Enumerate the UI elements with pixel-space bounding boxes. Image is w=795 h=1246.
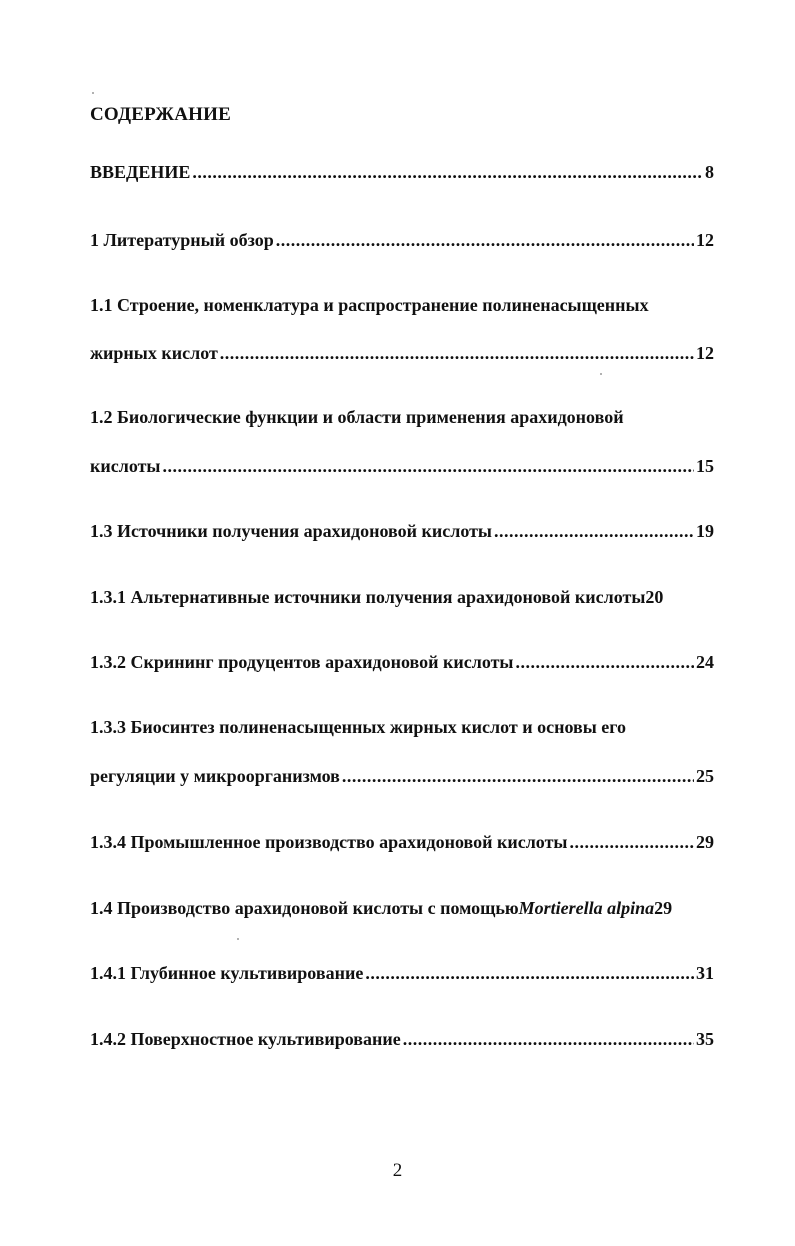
toc-entry-1-3-3-line1[interactable] [90, 715, 626, 739]
toc-entry-title: регуляции у микроорганизмов [90, 766, 340, 786]
toc-entry-page: 31 [696, 963, 714, 983]
toc-entry-1-3-3-line2[interactable] [90, 764, 714, 788]
toc-leader-dots [494, 519, 694, 543]
scan-speck [92, 92, 94, 94]
toc-entry-1-1-line2[interactable] [90, 341, 714, 365]
toc-entry-1-3[interactable] [90, 519, 714, 543]
toc-entry-page: 19 [696, 521, 714, 541]
toc-leader-dots [163, 454, 695, 478]
toc-entry-title: 1.3 Источники получения арахидоновой кислоты [90, 521, 492, 541]
toc-leader-dots [569, 830, 694, 854]
toc-entry-title: 1.4 Производство арахидоновой кислоты с помощью [90, 898, 519, 918]
page-number: 2 [392, 1160, 403, 1181]
toc-entry-1-2-line2[interactable] [90, 454, 714, 478]
toc-leader-dots [515, 650, 694, 674]
scan-speck [237, 938, 239, 940]
toc-entry-1-4-2[interactable] [90, 1027, 714, 1051]
toc-entry-page: 29 [696, 832, 714, 852]
toc-entry-title: 1 Литературный обзор [90, 230, 274, 250]
toc-entry-page: 12 [696, 343, 714, 363]
toc-entry-title: ВВЕДЕНИЕ [90, 162, 191, 182]
scan-speck [600, 373, 602, 375]
toc-entry-page: 12 [696, 230, 714, 250]
toc-entry-title: 1.2 Биологические функции и области применения арахидоновой [90, 407, 624, 427]
toc-entry-1-1-line1[interactable] [90, 293, 649, 317]
toc-entry-page: 35 [696, 1029, 714, 1049]
toc-entry-title: 1.4.2 Поверхностное культивирование [90, 1029, 401, 1049]
toc-entry-title: 1.3.3 Биосинтез полиненасыщенных жирных кислот и основы его [90, 717, 626, 737]
toc-leader-dots [192, 160, 703, 184]
toc-entry-title: 1.1 Строение, номенклатура и распространение полиненасыщенных [90, 295, 649, 315]
toc-entry-title: 1.3.4 Промышленное производство арахидоновой кислоты [90, 832, 568, 852]
toc-heading: СОДЕРЖАНИЕ [90, 104, 231, 125]
toc-leader-dots [365, 961, 694, 985]
toc-entry-title: жирных кислот [90, 343, 218, 363]
toc-leader-dots [403, 1027, 694, 1051]
toc-entry-1-3-4[interactable] [90, 830, 714, 854]
toc-entry-1-2-line1[interactable] [90, 405, 624, 429]
toc-leader-dots [276, 228, 694, 252]
toc-entry-literature-review[interactable] [90, 228, 714, 252]
toc-leader-dots [342, 764, 694, 788]
toc-leader-dots [220, 341, 694, 365]
toc-entry-page: 8 [705, 162, 714, 182]
toc-entry-1-3-2[interactable] [90, 650, 714, 674]
toc-entry-title-italic: Mortierella alpina [518, 898, 655, 918]
toc-entry-page: 29 [654, 898, 673, 918]
toc-entry-page: 24 [696, 652, 714, 672]
toc-entry-page: 25 [696, 766, 714, 786]
toc-entry-page: 15 [696, 456, 714, 476]
toc-entry-title: 1.3.1 Альтернативные источники получения арахидоновой кислоты [90, 587, 646, 607]
toc-entry-title: кислоты [90, 456, 161, 476]
toc-entry-1-4-1[interactable] [90, 961, 714, 985]
toc-entry-title: 1.3.2 Скрининг продуцентов арахидоновой кислоты [90, 652, 514, 672]
toc-entry-title: 1.4.1 Глубинное культивирование [90, 963, 364, 983]
toc-entry-introduction[interactable] [90, 160, 714, 184]
toc-entry-page: 20 [645, 587, 664, 607]
toc-entry-1-4[interactable] [90, 896, 672, 920]
toc-entry-1-3-1[interactable] [90, 585, 663, 609]
